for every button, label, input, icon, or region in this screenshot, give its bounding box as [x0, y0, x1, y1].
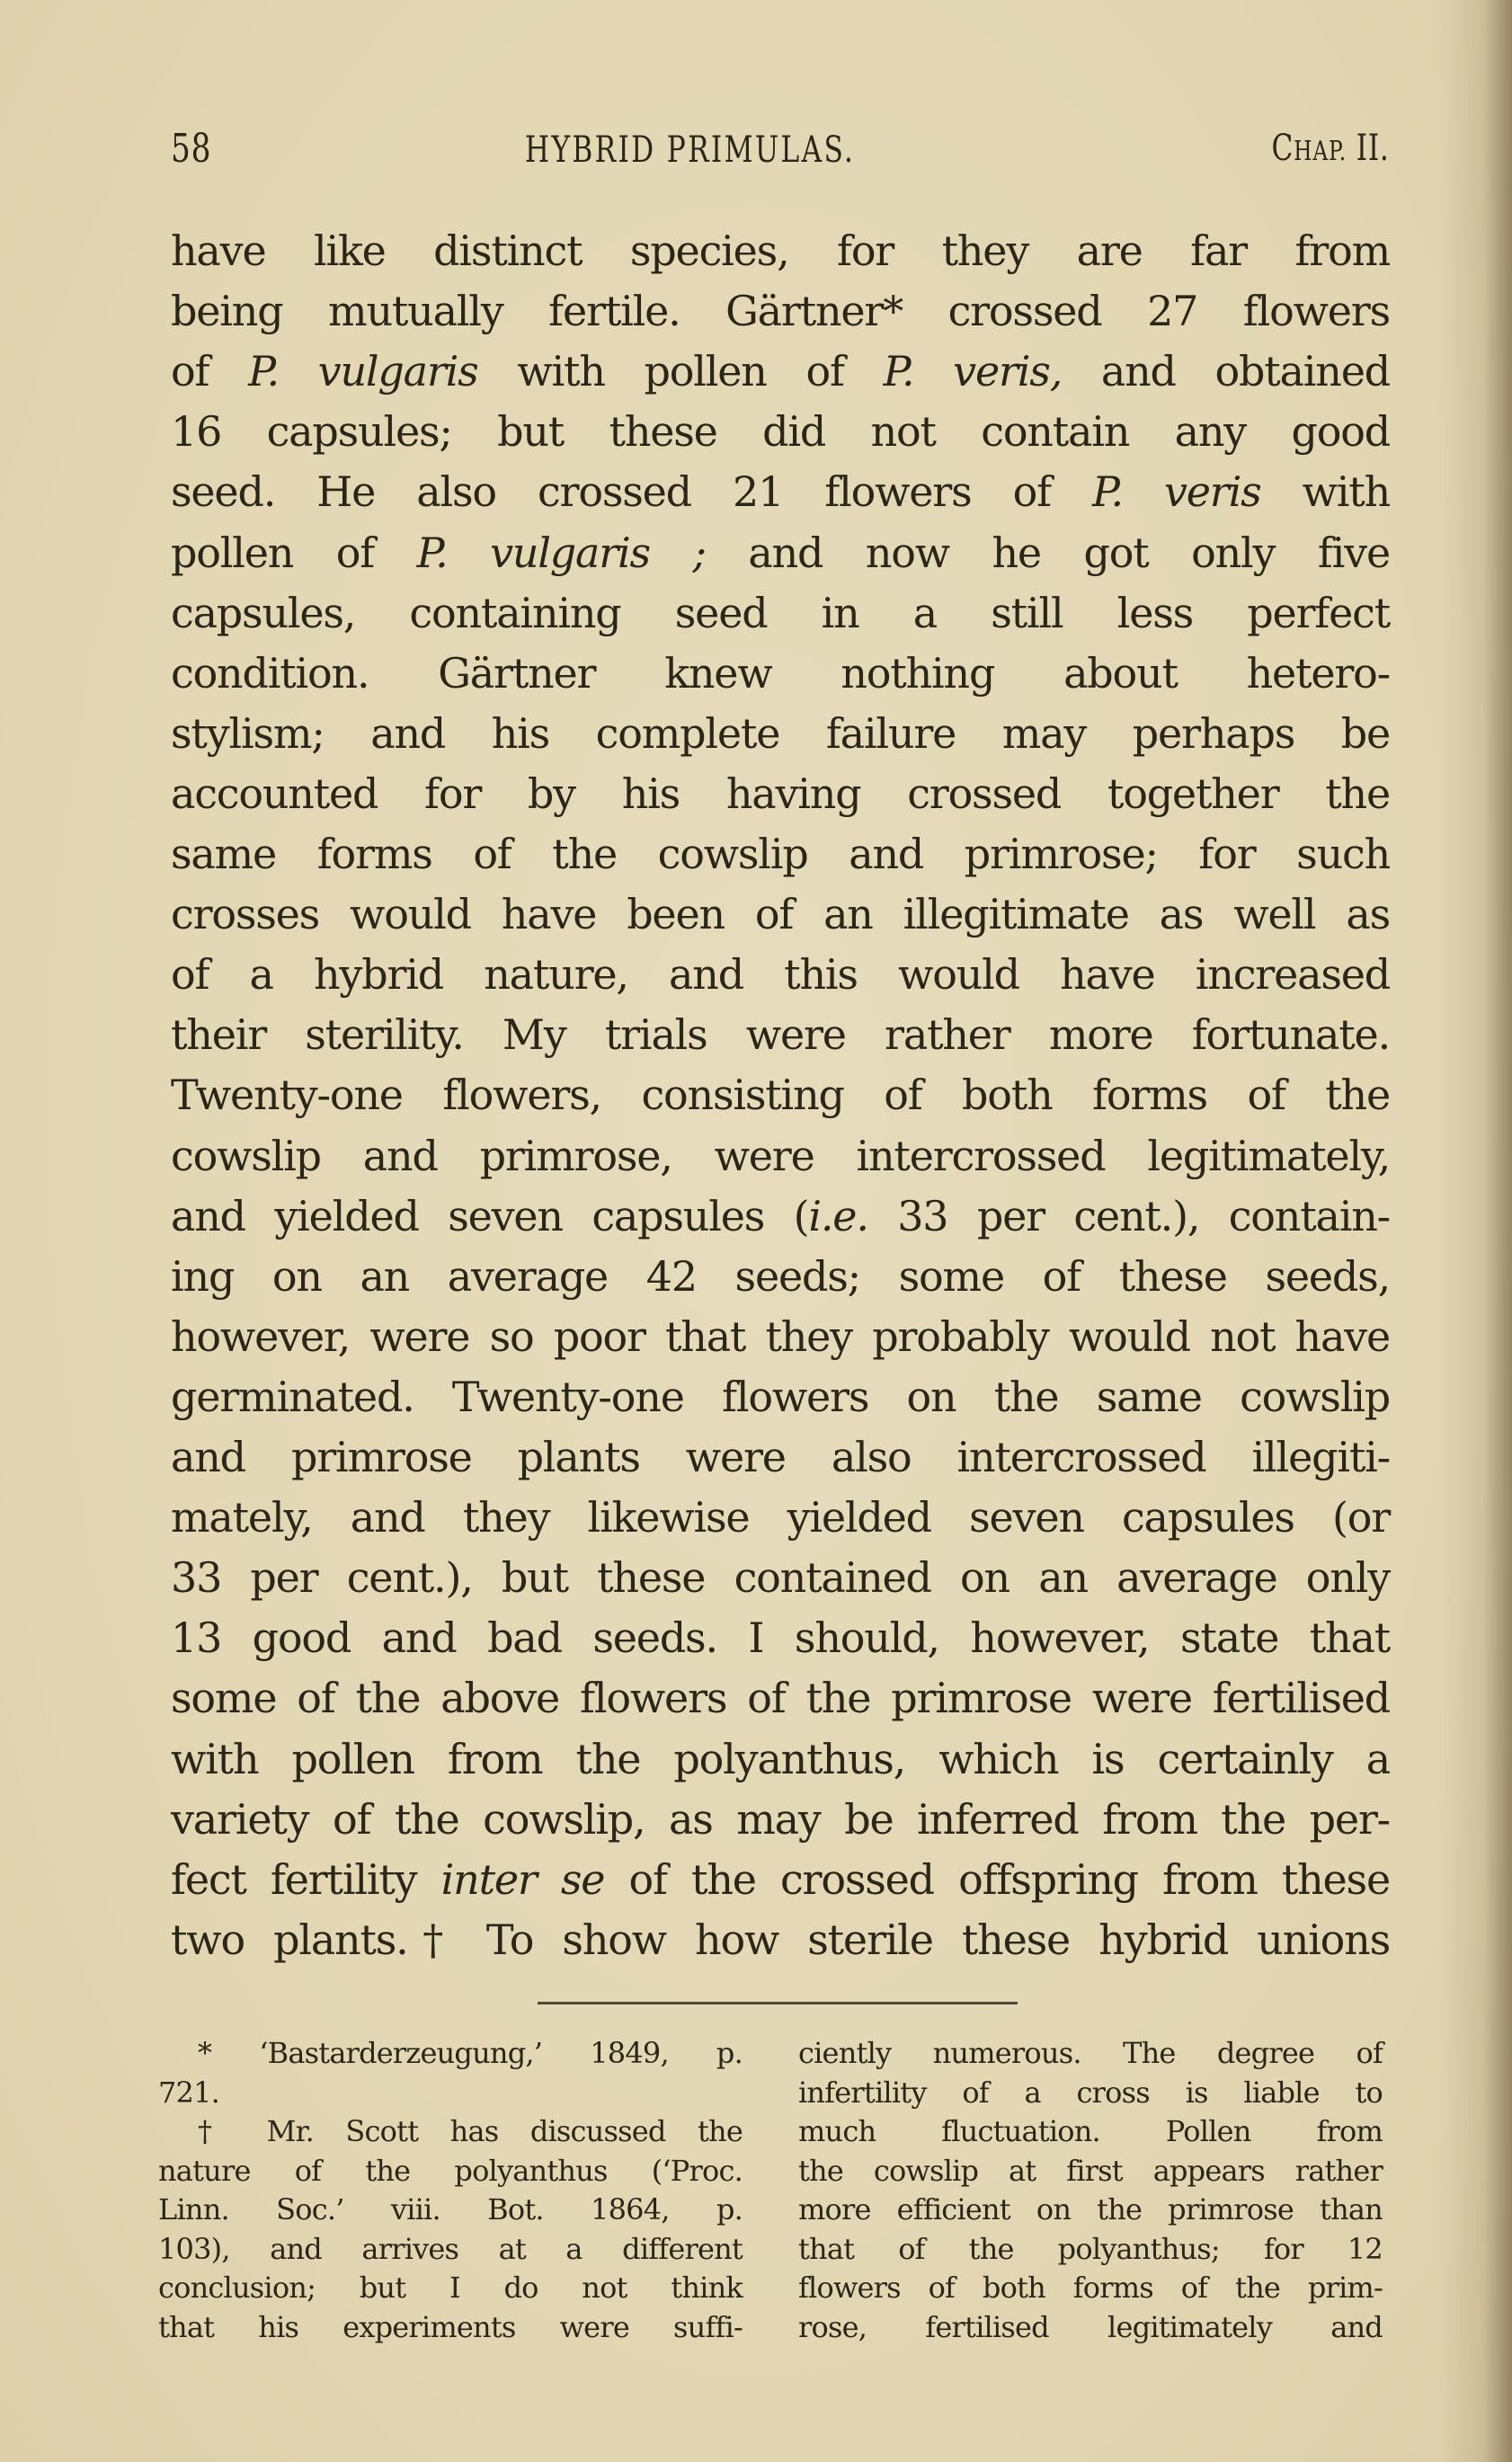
chapter-smallcaps: HAP. — [1294, 136, 1347, 167]
text-run: 13 good and bad seeds. I should, however, state that — [171, 1613, 1390, 1663]
text-line — [171, 223, 1390, 279]
text-run: capsules, containing seed in a still less perfect — [171, 588, 1390, 637]
text-line — [171, 1489, 1390, 1545]
text-line — [171, 706, 1390, 761]
footnote-line: the cowslip at first appears rather — [798, 2153, 1383, 2188]
text-line — [171, 1369, 1390, 1425]
italic-run: inter se — [440, 1854, 605, 1904]
text-run: pollen of — [171, 528, 417, 577]
italic-run: P. veris — [1092, 467, 1261, 517]
text-run: however, were so poor that they probably would not have — [171, 1311, 1390, 1361]
text-run: being mutually fertile. Gärtner* crossed 27 flowers — [171, 287, 1390, 336]
text-line — [171, 1610, 1390, 1666]
text-line — [171, 464, 1390, 520]
text-run: ing on an average 42 seeds; some of these seeds, — [171, 1251, 1390, 1301]
text-run: mately, and they likewise yielded seven capsules (or — [171, 1493, 1390, 1542]
footnote-line: nature of the polyanthus (‘Proc. — [158, 2153, 743, 2188]
text-run: seed. He also crossed 21 flowers of — [171, 467, 1093, 517]
italic-run: P. veris, — [883, 347, 1063, 396]
text-run: with pollen of — [477, 347, 884, 396]
text-line — [171, 283, 1390, 339]
footnote-line: 103), and arrives at a different — [158, 2231, 743, 2266]
italic-run: i.e. — [808, 1191, 868, 1240]
text-line — [171, 1309, 1390, 1364]
page-number: 58 — [171, 126, 212, 172]
footnote-line: more efficient on the primrose than — [798, 2192, 1383, 2226]
text-run: 33 per cent.), contain- — [867, 1191, 1390, 1240]
footnote-line: flowers of both forms of the prim- — [798, 2271, 1383, 2305]
italic-run: P. vulgaris ; — [416, 528, 706, 577]
footnote-line: that of the polyanthus; for 12 — [798, 2231, 1383, 2266]
text-line — [171, 947, 1390, 1002]
footnote-line: much fluctuation. Pollen from — [798, 2114, 1383, 2148]
text-run: and primrose plants were also intercrossed illegiti- — [171, 1433, 1390, 1481]
text-line — [171, 1852, 1390, 1907]
footnote-line: Linn. Soc.’ viii. Bot. 1864, p. — [158, 2192, 743, 2226]
text-run: of a hybrid nature, and this would have increased — [171, 950, 1390, 1000]
text-line — [171, 1429, 1390, 1485]
text-line — [171, 1007, 1390, 1062]
text-run: variety of the cowslip, as may be inferred from the per- — [171, 1794, 1390, 1844]
text-line — [171, 1791, 1390, 1847]
text-run: and obtained — [1062, 347, 1390, 396]
text-run: have like distinct species, for they are far from — [171, 227, 1390, 275]
footnote-line: † Mr. Scott has discussed the — [198, 2114, 743, 2148]
chapter-label — [1271, 128, 1389, 169]
text-line — [171, 404, 1390, 459]
text-run: cowslip and primrose, were intercrossed legitimately, — [171, 1131, 1390, 1180]
chapter-number: II. — [1356, 128, 1390, 169]
footnote-line: ciently numerous. The degree of — [798, 2036, 1383, 2070]
text-run: accounted for by his having crossed together the — [171, 769, 1390, 818]
text-run: their sterility. My trials were rather more fortunate. — [171, 1010, 1390, 1060]
text-line — [171, 826, 1390, 882]
text-line — [171, 1670, 1390, 1726]
text-run: two plants.† To show how sterile these hybrid unions — [171, 1915, 1390, 1964]
footnote-rule — [538, 2002, 1018, 2004]
footnote-line: rose, fertilised legitimately and — [798, 2309, 1383, 2344]
text-line — [171, 1067, 1390, 1123]
text-line — [171, 1550, 1390, 1605]
text-run: 16 capsules; but these did not contain any good — [171, 407, 1390, 457]
running-title: HYBRID PRIMULAS. — [524, 129, 856, 171]
text-run: stylism; and his complete failure may perhaps be — [171, 708, 1390, 758]
text-run: same forms of the cowslip and primrose; for such — [171, 830, 1390, 878]
text-line — [171, 645, 1390, 701]
text-run: fect fertility — [171, 1854, 441, 1904]
text-run: with — [1260, 467, 1390, 517]
text-run: crosses would have been of an illegitimate as well as — [171, 890, 1390, 939]
text-run: of the crossed offspring from these — [604, 1854, 1390, 1904]
text-line — [171, 525, 1390, 581]
text-run: Twenty-one flowers, consisting of both forms of the — [171, 1071, 1390, 1120]
footnote-line: * ‘Bastarderzeugung,’ 1849, p. — [198, 2036, 743, 2070]
text-run: germinated. Twenty-one flowers on the same cowslip — [171, 1372, 1390, 1421]
footnote-line: infertility of a cross is liable to — [798, 2075, 1383, 2110]
footnote-line: 721. — [158, 2075, 220, 2110]
text-line — [171, 1128, 1390, 1184]
text-run: 33 per cent.), but these contained on an average only — [171, 1553, 1390, 1603]
text-line — [171, 1912, 1390, 1968]
text-run: condition. Gärtner knew nothing about hetero- — [171, 648, 1390, 698]
italic-run: P. vulgaris — [248, 347, 478, 396]
text-run: some of the above flowers of the primrose were fertilised — [171, 1674, 1390, 1723]
footnote-line: conclusion; but I do not think — [158, 2271, 743, 2305]
footnote-line: that his experiments were suffi- — [158, 2309, 743, 2344]
text-line — [171, 1249, 1390, 1304]
text-run: and yielded seven capsules ( — [171, 1191, 809, 1240]
text-line — [171, 1188, 1390, 1244]
text-line — [171, 343, 1390, 399]
running-head — [171, 126, 1390, 180]
text-run: with pollen from the polyanthus, which is certainly a — [171, 1734, 1390, 1783]
chapter-prefix: C — [1271, 128, 1294, 169]
text-run: and now he got only five — [705, 528, 1390, 577]
text-line — [171, 766, 1390, 822]
text-line — [171, 1731, 1390, 1787]
text-line — [171, 886, 1390, 942]
text-run: of — [171, 347, 249, 396]
text-line — [171, 585, 1390, 641]
